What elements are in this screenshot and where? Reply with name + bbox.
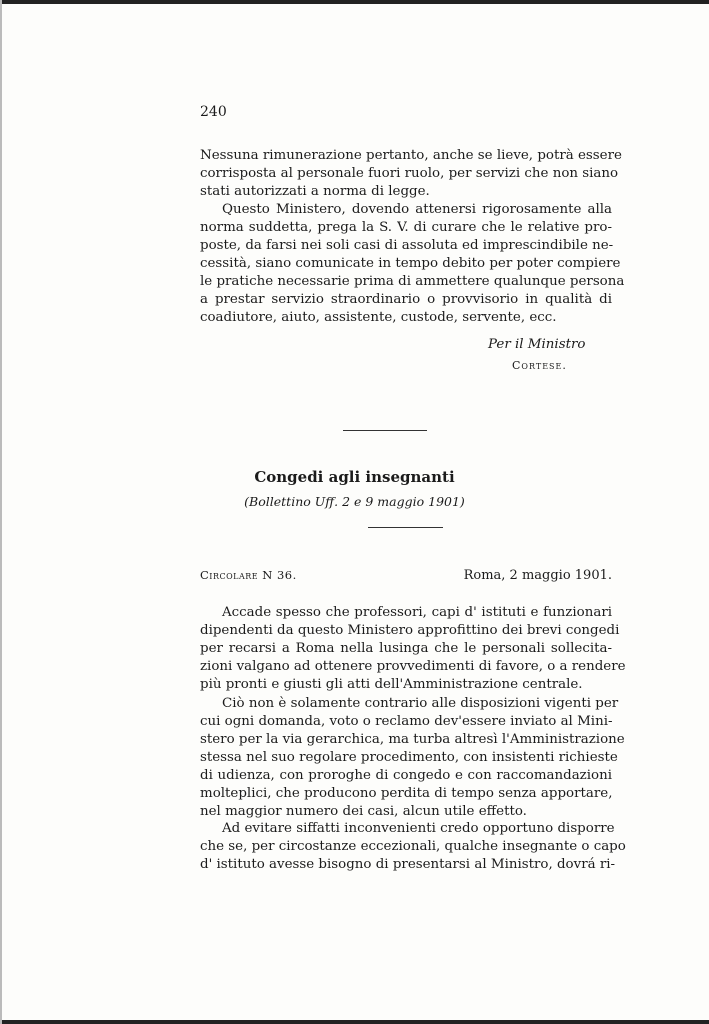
text-line: Questo Ministero, dovendo attenersi rigorosamente alla — [222, 202, 612, 217]
text-line: Accade spesso che professori, capi d' istituti e funzionari — [222, 605, 612, 620]
text-line: stessa nel suo regolare procedimento, con insistenti richieste — [200, 750, 618, 765]
circular-number: Circolare N 36. — [200, 568, 297, 582]
text-line: Ciò non è solamente contrario alle disposizioni vigenti per — [222, 696, 619, 711]
text-line: norma suddetta, prega la S. V. di curare che le relative pro- — [200, 220, 612, 235]
text-line: coadiutore, aiuto, assistente, custode, servente, ecc. — [200, 310, 557, 325]
circular-date: Roma, 2 maggio 1901. — [463, 568, 612, 583]
text-line: zioni valgano ad ottenere provvedimenti di favore, o a rendere — [200, 659, 626, 674]
text-line: le pratiche necessarie prima di ammettere qualunque persona — [200, 274, 625, 289]
paragraph-2 — [200, 201, 625, 327]
scan-edge-bottom — [0, 1020, 709, 1024]
paragraph-1 — [200, 147, 622, 201]
section-subtitle: (Bollettino Uff. 2 e 9 maggio 1901) — [244, 494, 465, 509]
text-line: per recarsi a Roma nella lusinga che le personali sollecita- — [200, 641, 612, 656]
signature-name: Cortese. — [512, 359, 567, 372]
text-line: Ad evitare siffatti inconvenienti credo opportuno disporre — [222, 821, 615, 836]
text-line: di udienza, con proroghe di congedo e con raccomandazioni — [200, 768, 612, 783]
section-title: Congedi agli insegnanti — [254, 468, 455, 486]
text-line: a prestar servizio straordinario o provvisorio in qualità di — [200, 292, 612, 307]
paragraph-5 — [200, 820, 626, 874]
paragraph-3 — [200, 604, 626, 694]
signature-title: Per il Ministro — [488, 337, 586, 352]
title-rule — [368, 527, 443, 528]
text-line: dipendenti da questo Ministero approfittino dei brevi congedi — [200, 623, 620, 638]
text-line: cui ogni domanda, voto o reclamo dev'essere inviato al Mini- — [200, 714, 613, 729]
page-number: 240 — [200, 104, 227, 120]
scan-edge-top — [0, 0, 709, 4]
text-line: che se, per circostanze eccezionali, qualche insegnante o capo — [200, 839, 626, 854]
text-line: stati autorizzati a norma di legge. — [200, 184, 430, 199]
text-line: nel maggior numero dei casi, alcun utile effetto. — [200, 804, 527, 819]
text-line: d' istituto avesse bisogno di presentarsi al Ministro, dovrá ri- — [200, 857, 616, 872]
text-line: più pronti e giusti gli atti dell'Amministrazione centrale. — [200, 677, 583, 692]
text-line: stero per la via gerarchica, ma turba altresì l'Amministrazione — [200, 732, 625, 747]
text-line: Nessuna rimunerazione pertanto, anche se lieve, potrà essere — [200, 148, 622, 163]
text-line: molteplici, che producono perdita di tempo senza apportare, — [200, 786, 613, 801]
text-line: cessità, siano comunicate in tempo debito per poter compiere — [200, 256, 621, 271]
text-line: corrisposta al personale fuori ruolo, per servizi che non siano — [200, 166, 619, 181]
scan-edge-left — [0, 0, 2, 1024]
separator-rule — [343, 430, 427, 431]
paragraph-4 — [200, 695, 625, 821]
text-line: poste, da farsi nei soli casi di assoluta ed imprescindibile ne- — [200, 238, 614, 253]
